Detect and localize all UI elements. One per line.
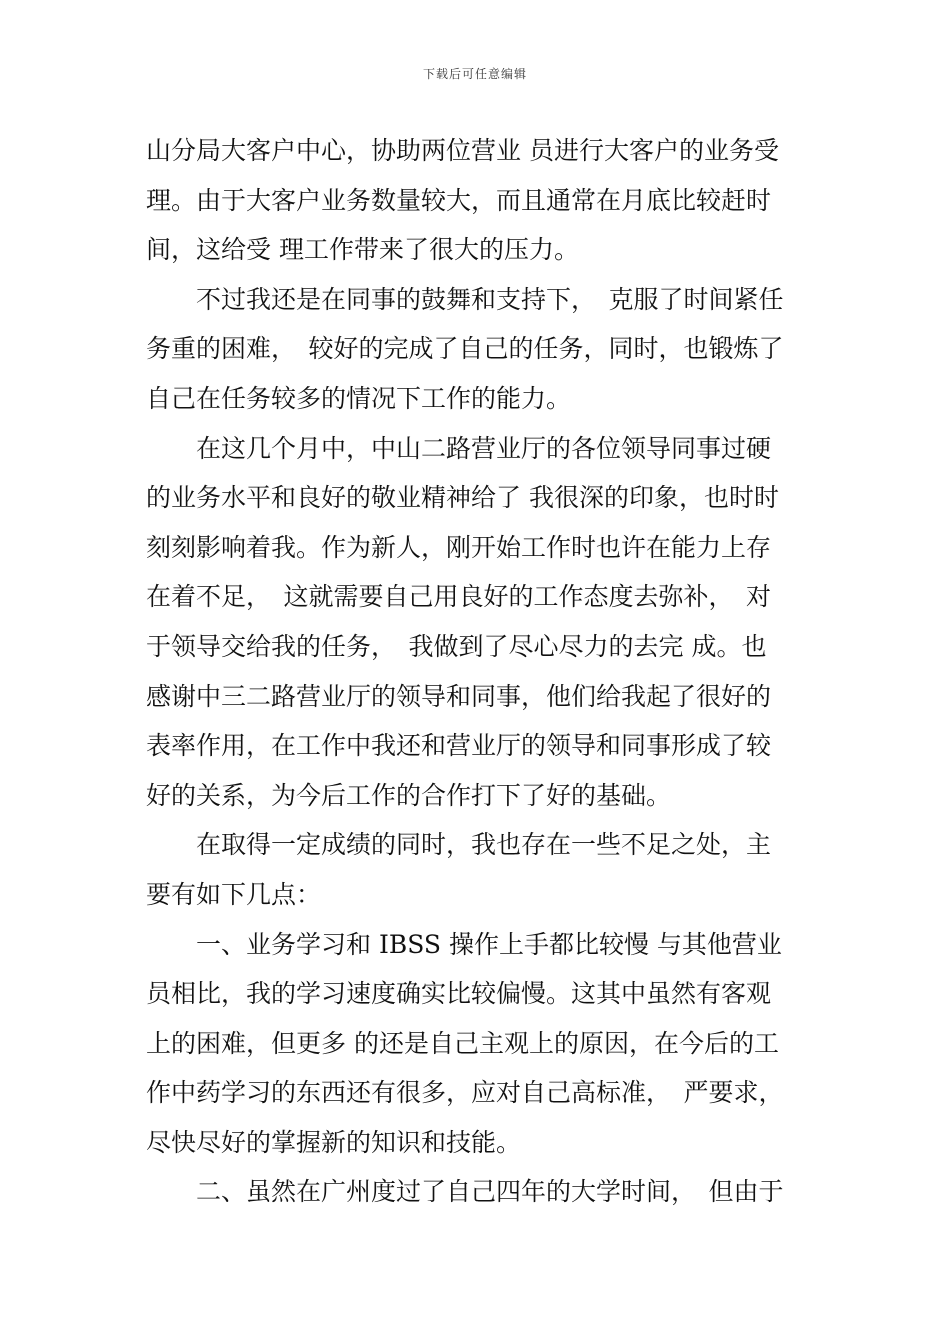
paragraph-4 xyxy=(146,820,814,919)
paragraph-1 xyxy=(146,126,814,275)
text-line: 理。由于大客户业务数量较大，而且通常在月底比较赶时 xyxy=(146,185,772,215)
text-line: 好的关系，为今后工作的合作打下了好的基础。 xyxy=(146,780,672,810)
text-line: 山分局大客户中心，协助两位营业 员进行大客户的业务受 xyxy=(146,136,779,165)
text-line: 上的困难，但更多 的还是自己主观上的原因，在今后的工 xyxy=(146,1028,779,1058)
paragraph-6 xyxy=(146,1167,814,1217)
text-line: 不过我还是在同事的鼓舞和支持下， 克服了时间紧任 xyxy=(146,284,784,314)
text-line: 在这几个月中，中山二路营业厅的各位领导同事过硬 xyxy=(146,433,772,463)
text-line: 于领导交给我的任务， 我做到了尽心尽力的去完 成。也 xyxy=(146,631,767,661)
text-line: 在着不足， 这就需要自己用良好的工作态度去弥补， 对 xyxy=(146,582,772,612)
page-header: 下载后可任意编辑 xyxy=(422,67,527,81)
text-line: 自己在任务较多的情况下工作的能力。 xyxy=(146,383,572,413)
text-line: 尽快尽好的掌握新的知识和技能。 xyxy=(146,1127,522,1157)
text-line: 员相比，我的学习速度确实比较偏慢。这其中虽然有客观 xyxy=(146,979,772,1009)
text-line: 表率作用，在工作中我还和营业厅的领导和同事形成了较 xyxy=(146,731,772,761)
text-line: 务重的困难， 较好的完成了自己的任务，同时，也锻炼了 xyxy=(146,334,784,364)
text-line: 的业务水平和良好的敬业精神给了 我很深的印象，也时时 xyxy=(146,483,779,513)
text-line: 刻刻影响着我。作为新人，刚开始工作时也许在能力上存 xyxy=(146,532,772,562)
document-body xyxy=(146,126,814,1217)
paragraph-3 xyxy=(146,424,814,821)
text-line: 要有如下几点： xyxy=(146,879,322,909)
text-line: 在取得一定成绩的同时，我也存在一些不足之处，主 xyxy=(146,830,772,860)
paragraph-5 xyxy=(146,920,814,1168)
text-line: 间，这给受 理工作带来了很大的压力。 xyxy=(146,235,579,265)
text-line: 一、业务学习和 IBSS 操作上手都比较慢 与其他营业 xyxy=(146,929,782,959)
text-line: 二、虽然在广州度过了自己四年的大学时间， 但由于 xyxy=(146,1177,784,1207)
text-line: 感谢中三二路营业厅的领导和同事，他们给我起了很好的 xyxy=(146,681,772,711)
text-line: 作中药学习的东西还有很多，应对自己高标准， 严要求， xyxy=(146,1078,784,1108)
paragraph-2 xyxy=(146,275,814,424)
